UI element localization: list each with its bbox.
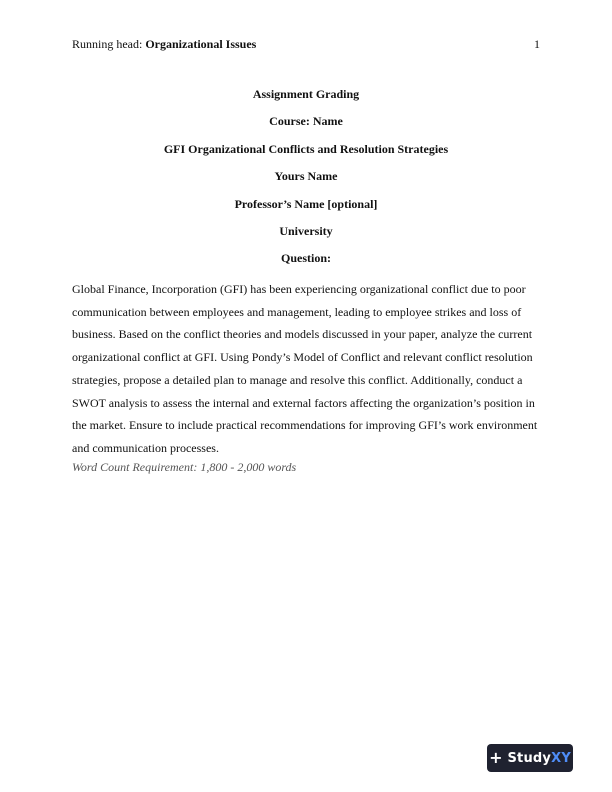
author-name: Yours Name bbox=[274, 169, 338, 184]
page-header bbox=[72, 36, 540, 52]
university-name: University bbox=[279, 223, 333, 238]
question-heading: Question: bbox=[280, 251, 331, 266]
paper-title: GFI Organizational Conflicts and Resolution Strategies bbox=[163, 141, 449, 156]
studyxy-badge[interactable] bbox=[487, 744, 573, 772]
running-head-title: Organizational Issues bbox=[145, 37, 257, 51]
plus-icon: + bbox=[489, 748, 503, 767]
question-text: Global Finance, Incorporation (GFI) has been experiencing organizational conflict due to poor communication between employees and management, leading to employee strikes and loss of business. Based on the conflict theories and models discussed in your paper, analyze the current organizational conflict at GFI. Using Pondy’s Model of Conflict and relevant conflict resolution strategies, propose a detailed plan to manage and resolve this conflict. Additionally, conduct a SWOT analysis to assess the internal and external factors affecting the organization’s position in the market. Ensure to include practical recommendations for improving GFI’s work environment and communication processes. bbox=[72, 282, 538, 455]
word-count-requirement: Word Count Requirement: 1,800 - 2,000 words bbox=[72, 459, 297, 474]
brand-part2: XY bbox=[551, 750, 571, 766]
running-head-prefix: Running head: bbox=[72, 37, 146, 51]
brand-part1: Study bbox=[507, 750, 552, 766]
brand-logo bbox=[507, 751, 570, 766]
question-body bbox=[72, 278, 540, 474]
title-block bbox=[72, 86, 540, 278]
professor-name: Professor’s Name [optional] bbox=[234, 196, 378, 211]
course-name: Course: Name bbox=[269, 114, 343, 129]
page-number: 1 bbox=[534, 37, 540, 51]
assignment-title: Assignment Grading bbox=[252, 87, 360, 101]
running-head bbox=[72, 36, 256, 52]
